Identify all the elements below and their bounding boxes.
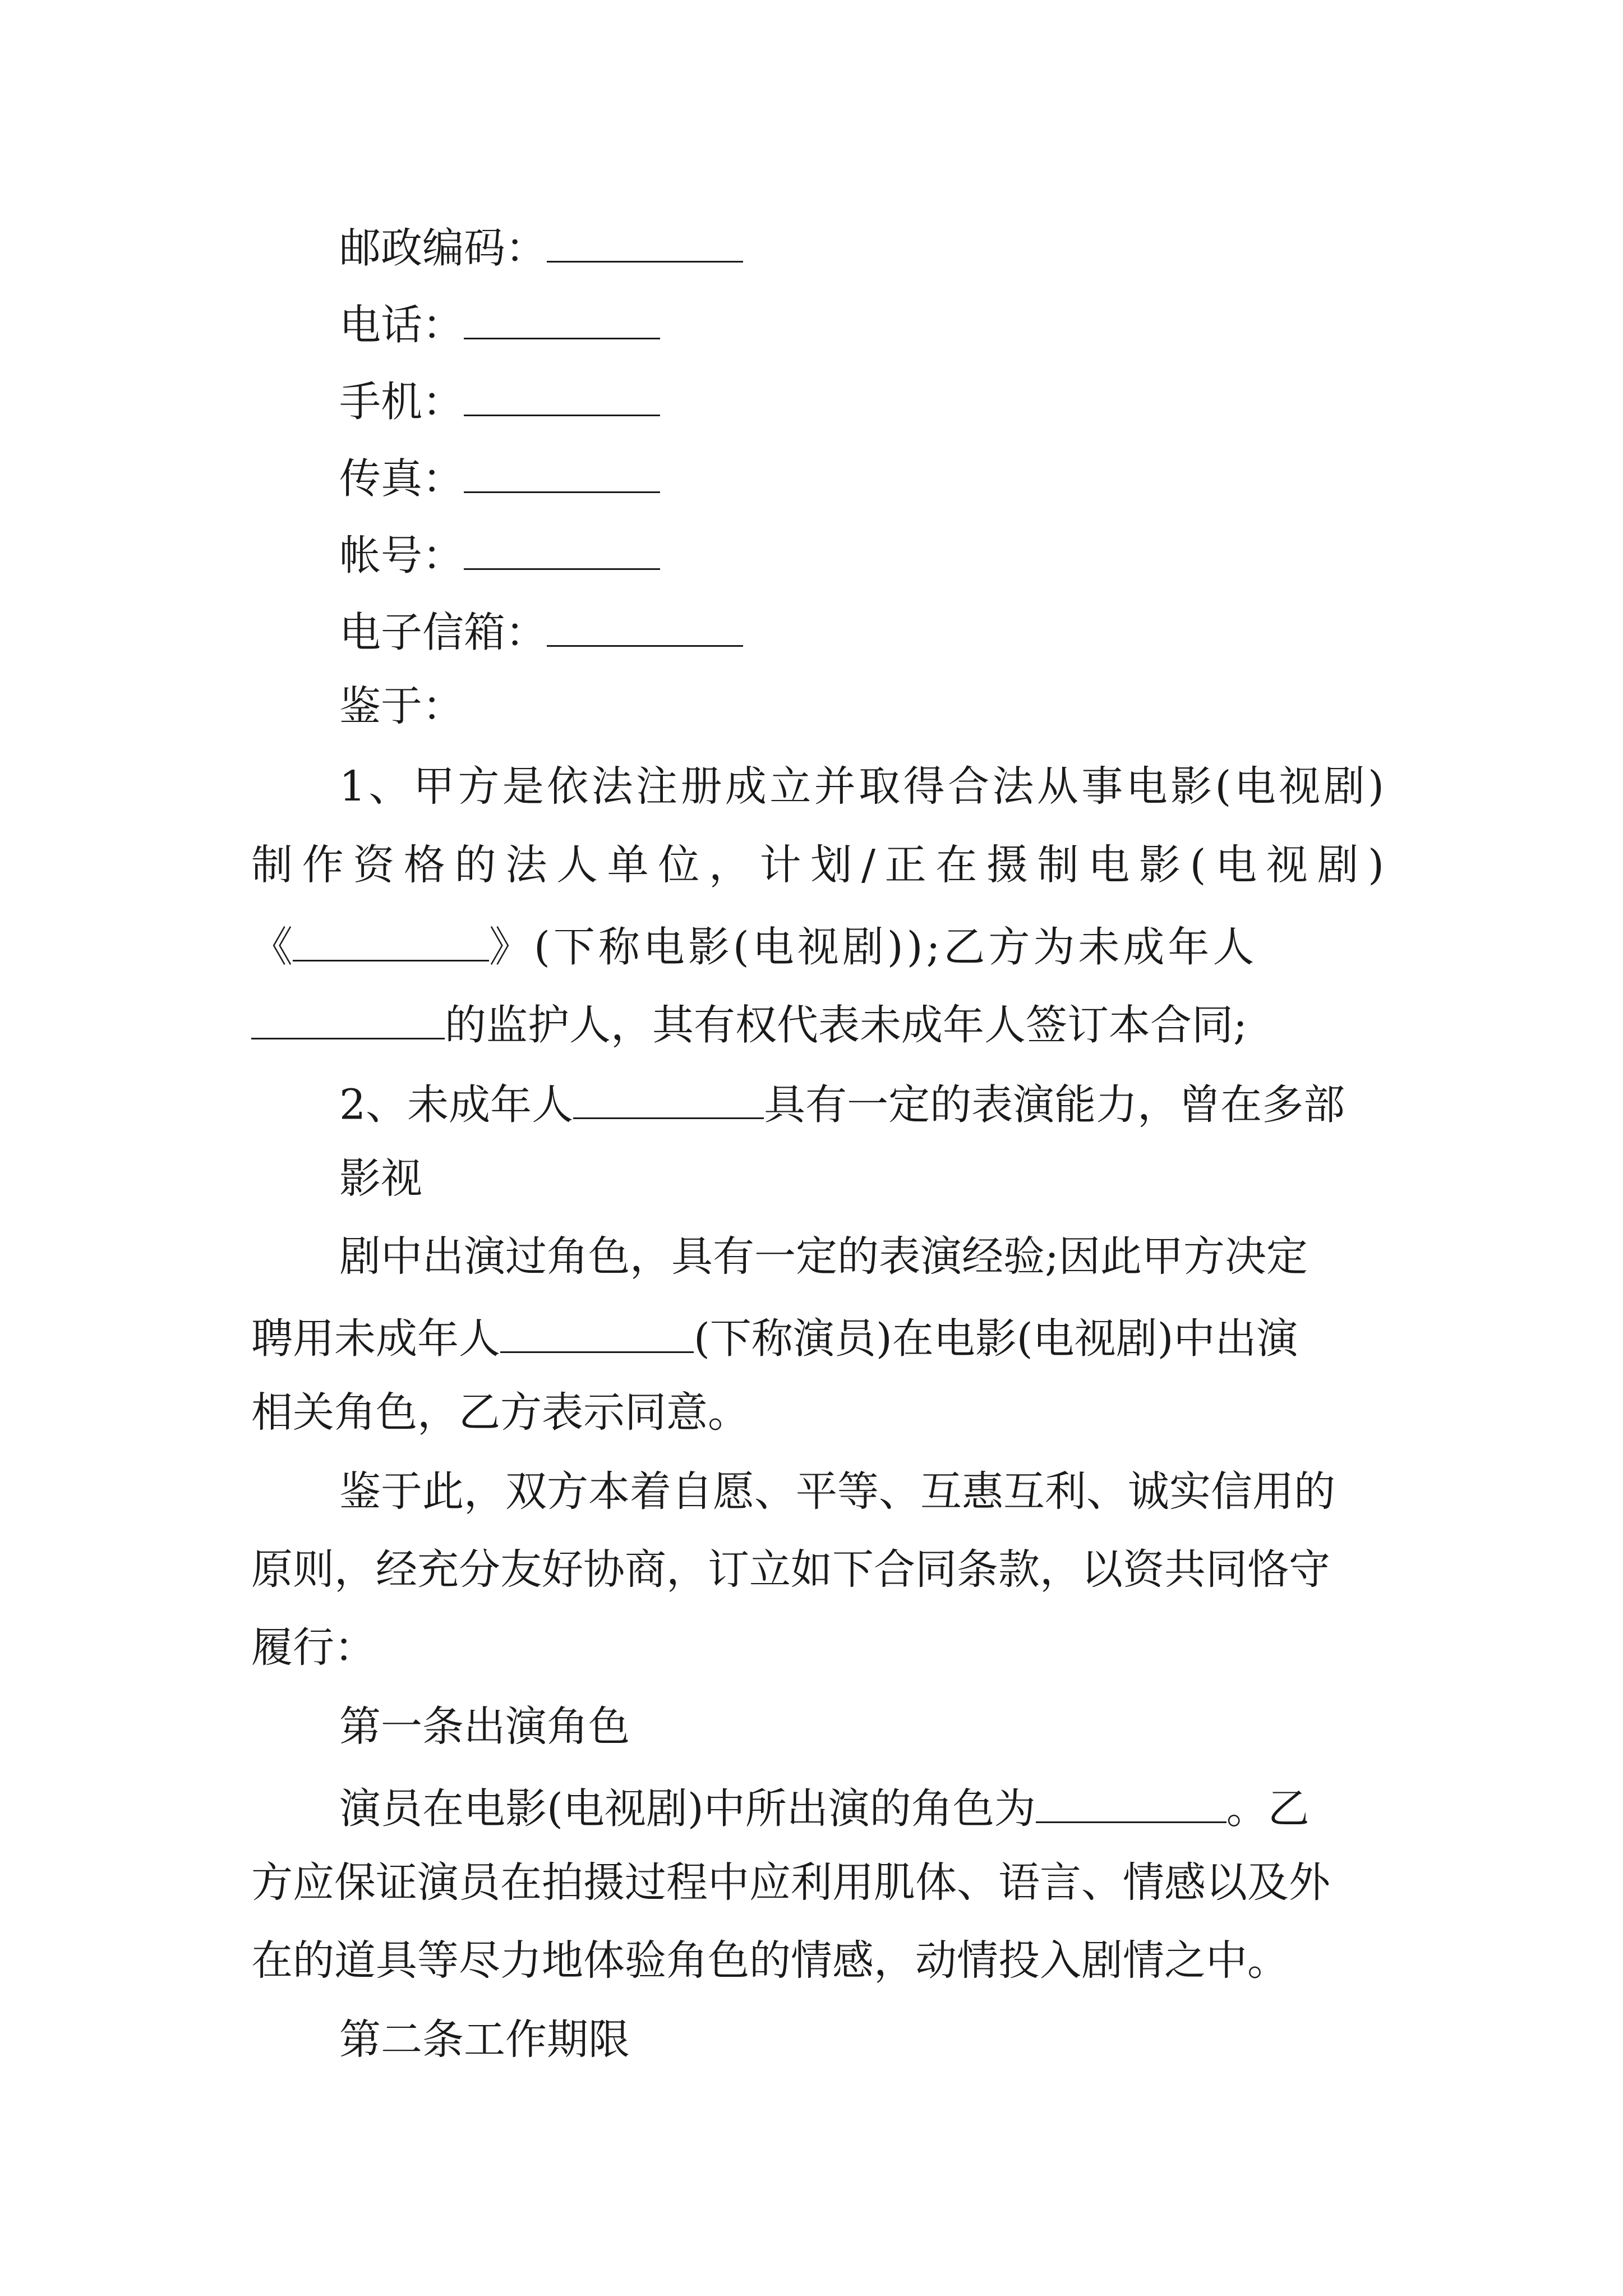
fax-blank[interactable] <box>464 454 660 493</box>
clause1-line2: 制作资格的法人单位，计划/正在摄制电影(电视剧) <box>251 841 1384 889</box>
clause2-line4-b: (下称演员)在电影(电视剧)中出演 <box>694 1314 1298 1363</box>
postal-code-field <box>339 223 743 273</box>
field-label: 邮政编码： <box>339 224 547 273</box>
account-field <box>339 531 660 580</box>
postal-code-blank[interactable] <box>547 223 743 263</box>
minor-name-blank[interactable] <box>251 1000 445 1039</box>
article1-line1 <box>339 1784 1310 1833</box>
article1-line3: 在的道具等尽力地体验角色的情感，动情投入剧情之中。 <box>251 1936 1289 1985</box>
article1-title: 第一条出演角色 <box>339 1703 630 1751</box>
clause1-line3 <box>251 922 1258 972</box>
clause2-line3: 剧中出演过角色，具有一定的表演经验;因此甲方决定 <box>339 1232 1308 1281</box>
clause2-line1-a: 2、未成年人 <box>339 1080 574 1129</box>
clause2-line4 <box>251 1314 1298 1363</box>
clause1-line4 <box>251 1000 1247 1050</box>
email-field <box>339 608 743 657</box>
clause2-line2: 影视 <box>339 1154 422 1203</box>
article2-title: 第二条工作期限 <box>339 2016 630 2064</box>
field-label: 帐号： <box>339 531 464 580</box>
article1-line1-a: 演员在电影(电视剧)中所出演的角色为 <box>339 1784 1036 1833</box>
account-blank[interactable] <box>464 531 660 570</box>
fax-field <box>339 454 660 503</box>
mobile-field <box>339 377 660 426</box>
clause1-line1: 1、甲方是依法注册成立并取得合法从事电影(电视剧) <box>339 762 1384 811</box>
field-label: 传真： <box>339 454 464 503</box>
phone-field <box>339 300 660 349</box>
clause2-line5: 相关角色，乙方表示同意。 <box>251 1388 749 1437</box>
article1-line2: 方应保证演员在拍摄过程中应利用肌体、语言、情感以及外 <box>251 1858 1330 1907</box>
film-title-blank[interactable] <box>293 922 489 961</box>
clause2-line4-a: 聘用未成年人 <box>251 1314 500 1363</box>
clause1-line4-rest: 的监护人，其有权代表未成年人签订本合同; <box>445 1001 1247 1050</box>
field-label: 电子信箱： <box>339 608 547 657</box>
clause1-line3-rest: 》(下称电影(电视剧));乙方为未成年人 <box>489 923 1258 972</box>
clause2-line1-b: 具有一定的表演能力，曾在多部 <box>764 1080 1345 1129</box>
role-blank[interactable] <box>1036 1784 1227 1823</box>
book-title-open: 《 <box>251 923 293 972</box>
whereas-heading: 鉴于： <box>339 682 464 730</box>
minor-name-blank-2[interactable] <box>573 1080 764 1119</box>
email-blank[interactable] <box>547 608 743 647</box>
mobile-blank[interactable] <box>464 377 660 416</box>
article1-line1-b: 。乙 <box>1226 1784 1310 1833</box>
preamble-line3: 履行： <box>251 1623 376 1672</box>
preamble-line1: 鉴于此，双方本着自愿、平等、互惠互利、诚实信用的 <box>339 1467 1335 1516</box>
phone-blank[interactable] <box>464 300 660 339</box>
minor-name-blank-3[interactable] <box>500 1314 694 1353</box>
clause2-line1 <box>339 1080 1345 1129</box>
preamble-line2: 原则，经充分友好协商，订立如下合同条款，以资共同恪守 <box>251 1545 1330 1594</box>
field-label: 电话： <box>339 301 464 349</box>
field-label: 手机： <box>339 378 464 426</box>
